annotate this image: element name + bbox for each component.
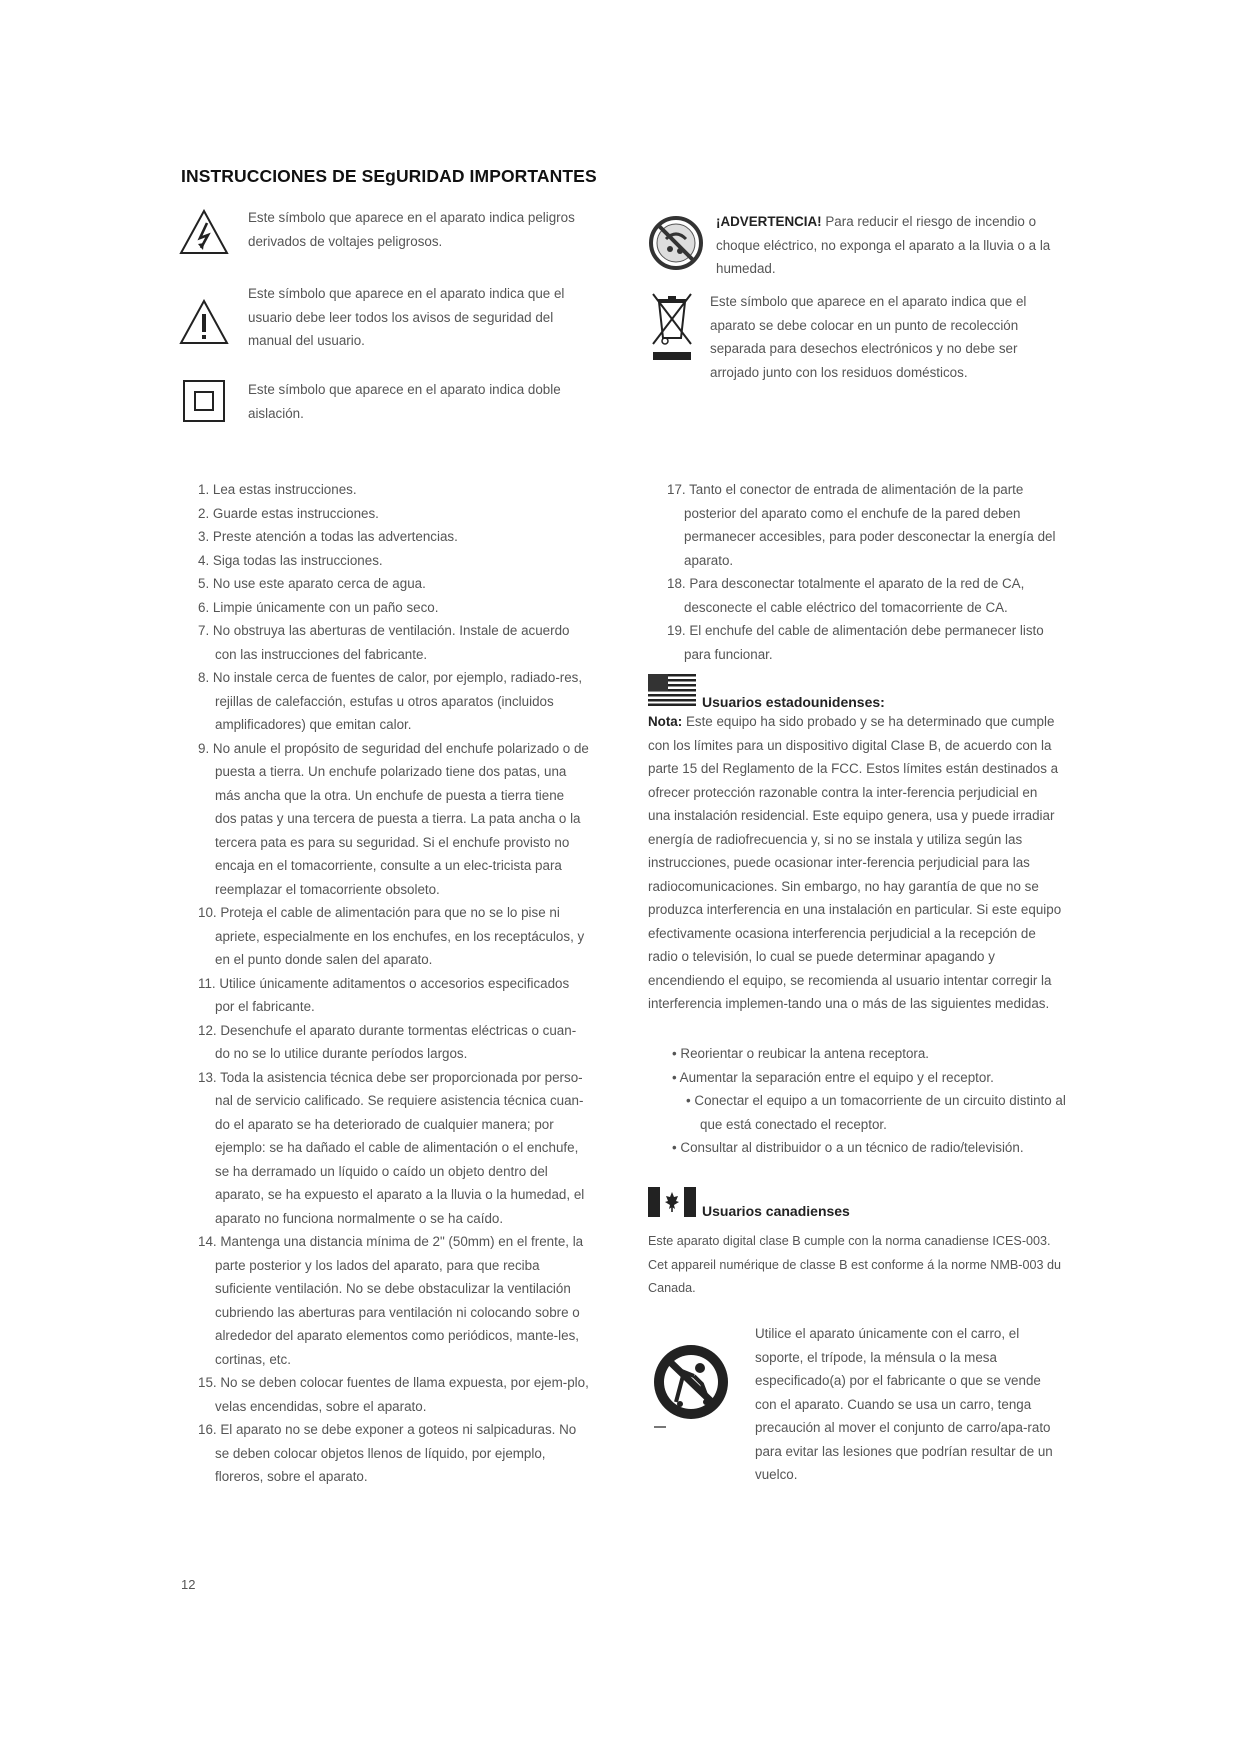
list-item [179,1371,589,1418]
list-item-number: 5. [198,576,210,591]
list-item [648,619,1060,666]
list-item-text: No instale cerca de fuentes de calor, por ejemplo, radiado-res, rejillas de calefacción, estufas u otros aparatos (incluidos amplificadores) que emitan calor. [212,670,583,732]
weee-text: Este símbolo que aparece en el aparato indica que el aparato se debe colocar en un punto de recolección separada para desechos electrónicos y no debe ser arrojado junto con los residuos domésticos. [710,294,1027,380]
fcc-measures-list [672,1042,1070,1160]
list-item-number: 16. [198,1422,217,1437]
list-item-text: Utilice únicamente aditamentos o accesorios especificados por el fabricante. [215,975,570,1014]
symbol-voltage [178,206,598,258]
list-item [179,502,589,526]
list-item [179,737,589,902]
warning-text [716,210,1056,281]
list-item: • Consultar al distribuidor o a un técnico de radio/televisión. [672,1140,1024,1155]
list-item [179,1230,589,1371]
list-item [179,901,589,972]
list-item-number: 12. [198,1022,217,1038]
list-item-text: El enchufe del cable de alimentación debe permanecer listo para funcionar. [684,623,1044,662]
warning-label: ¡ADVERTENCIA! [716,214,822,229]
list-item-number: 2. [198,505,210,521]
us-users-heading [648,672,885,710]
list-item-number: 10. [198,905,217,920]
list-item: • Aumentar la separación entre el equipo y el receptor. [672,1069,994,1085]
list-item-number: 17. [667,482,686,497]
list-item-text: No anule el propósito de seguridad del enchufe polarizado o de puesta a tierra. Un enchufe polarizado tiene dos patas, una más ancha que la otra. Un enchufe de puesta a tierra tiene dos patas y una tercera de puesta a tierra. La pata ancha o la tercera pata es para su seguridad. Si el enchufe provisto no encaja en el tomacorriente, consulte a un elec-tricista para reemplazar el tomacorriente obsoleto. [212,740,589,897]
warning-body: Para reducir el riesgo de incendio o choque eléctrico, no exponga el aparato a la lluvia o a la humedad. [716,214,1051,276]
fcc-note-text: Este equipo ha sido probado y se ha determinado que cumple con los límites para un dispositivo digital Clase B, de acuerdo con la parte 15 del Reglamento de la FCC. Estos límites están destinados a ofrecer protección razonable contra la inter-ferencia perjudicial en una instalación residencial. Este equipo genera, usa y puede irradiar energía de radiofrecuencia y, si no se instala y utiliza según las instrucciones, puede ocasionar inter-ferencia perjudicial para las radiocomunicaciones. Sin embargo, no hay garantía de que no se produzca interferencia en una instalación en particular. Si este equipo efectivamente ocasiona interferencia perjudicial a la recepción de radio o televisión, lo cual se puede determinar apagando y encendiendo el equipo, se recomienda al usuario intentar corregir la interferencia implemen-tando una o más de las siguientes medidas. [648,714,1062,1011]
list-item [179,596,589,620]
list-item [179,972,589,1019]
us-users-title: Usuarios estadounidenses: [702,694,885,710]
list-item-text: Limpie únicamente con un paño seco. [212,599,439,615]
no-water-icon [648,215,704,271]
lightning-warning-icon [178,206,230,258]
list-item-text: Desenchufe el aparato durante tormentas eléctricas o cuan-do no se lo utilice durante períodos largos. [215,1022,577,1061]
list-item-number: 4. [198,552,210,568]
list-item [179,478,589,502]
list-item-number: 1. [198,482,210,497]
list-item-text: Toda la asistencia técnica debe ser proporcionada por perso-nal de servicio calificado. Se requiere asistencia técnica cuan-do el aparato se ha deteriorado de cualquier manera; por ejemplo: se ha dañado el cable de alimentación o el enchufe, se ha derramado un líquido o caído un objeto dentro del aparato, se ha expuesto el aparato a la lluvia o la humedad, el aparato no funciona normalmente o se ha caído. [215,1069,585,1226]
list-item-number: 19. [667,623,686,638]
list-item-text: Siga todas las instrucciones. [212,552,383,568]
list-item-number: 8. [198,670,210,685]
list-item-text: No se deben colocar fuentes de llama expuesta, por ejem-plo, velas encendidas, sobre el aparato. [215,1375,589,1414]
list-item-number: 7. [198,623,210,638]
symbol-voltage-text: Este símbolo que aparece en el aparato indica peligros derivados de voltajes peligrosos. [248,210,575,249]
list-item [179,549,589,573]
page-number: 12 [181,1577,196,1592]
list-item-number: 18. [667,576,686,591]
list-item [179,1066,589,1231]
instructions-list-left [179,478,589,1489]
symbol-read-manual-text: Este símbolo que aparece en el aparato indica que el usuario debe leer todos los avisos de seguridad del manual del usuario. [248,286,565,348]
list-item [648,478,1060,572]
list-item-number: 13. [198,1069,217,1085]
weee-block [648,290,1068,384]
us-flag-icon [648,674,696,709]
list-item [179,1019,589,1066]
canada-users-title: Usuarios canadienses [702,1202,850,1219]
list-item [648,572,1060,619]
cart-warning-text: Utilice el aparato únicamente con el carro, el soporte, el trípode, la ménsula o la mesa especificado(a) por el fabricante o que se vende con el aparato. Cuando se usa un carro, tenga precaución al mover el conjunto de carro/apa-rato para evitar las lesiones que podrían resultar de un vuelco. [755,1326,1053,1482]
list-item-text: Lea estas instrucciones. [212,482,357,497]
list-item-text: Proteja el cable de alimentación para que no se lo pise ni apriete, especialmente en los enchufes, en los receptáculos, y en el punto donde salen del aparato. [215,905,585,967]
list-item-text: Tanto el conector de entrada de alimentación de la parte posterior del aparato como el enchufe de la pared deben permanecer accesibles, para poder desconectar la energía del aparato. [684,482,1056,568]
weee-bin-icon [648,290,696,366]
page-title: INSTRUCCIONES DE SEgURIDAD IMPORTANTES [181,166,597,186]
list-item-text: Guarde estas instrucciones. [212,505,379,521]
list-item-text: No use este aparato cerca de agua. [212,576,426,591]
list-item-text: El aparato no se debe exponer a goteos ni salpicaduras. No se deben colocar objetos llenos de líquido, por ejemplo, floreros, sobre el aparato. [215,1422,577,1484]
list-item-number: 11. [198,975,216,991]
list-item [179,1418,589,1489]
canada-notice: Este aparato digital clase B cumple con la norma canadiense ICES-003. Cet appareil numérique de classe B est conforme á la norme NMB-003 du Canada. [648,1234,1062,1295]
list-item: • Reorientar o reubicar la antena receptora. [672,1046,930,1061]
symbol-double-insulation [178,375,598,427]
cart-tip-warning-icon [650,1338,732,1436]
exclamation-warning-icon [178,296,230,348]
warning-block [648,210,1068,281]
symbol-read-manual [178,282,598,353]
list-item-text: Mantenga una distancia mínima de 2" (50mm) en el frente, la parte posterior y los lados del aparato, para que reciba suficiente ventilación. No se debe obstaculizar la ventilación cubriendo las aberturas para ventilación ni colocando sobre o alrededor del aparato elementos como periódicos, mante-les, cortinas, etc. [215,1234,584,1367]
list-item-text: No obstruya las aberturas de ventilación. Instale de acuerdo con las instrucciones del fabricante. [212,623,570,662]
symbol-double-insulation-text: Este símbolo que aparece en el aparato indica doble aislación. [248,382,561,421]
list-item-text: Para desconectar totalmente el aparato de la red de CA, desconecte el cable eléctrico del tomacorriente de CA. [684,576,1025,615]
double-insulation-icon [178,375,230,427]
list-item-number: 6. [198,599,210,615]
list-item [179,666,589,737]
list-item [179,572,589,596]
fcc-note-label: Nota: [648,714,683,729]
list-item-number: 9. [198,740,210,756]
list-item-number: 14. [198,1234,217,1249]
fcc-notice [648,710,1063,1016]
canada-flag-icon [648,1187,696,1220]
canada-users-heading [648,1187,850,1220]
list-item-number: 3. [198,529,210,544]
list-item [179,619,589,666]
list-item: • Conectar el equipo a un tomacorriente de un circuito distinto al que está conectado el receptor. [686,1093,1066,1132]
list-item [179,525,589,549]
instructions-list-right [648,478,1060,666]
list-item-number: 15. [198,1375,217,1390]
list-item-text: Preste atención a todas las advertencias. [212,529,458,544]
